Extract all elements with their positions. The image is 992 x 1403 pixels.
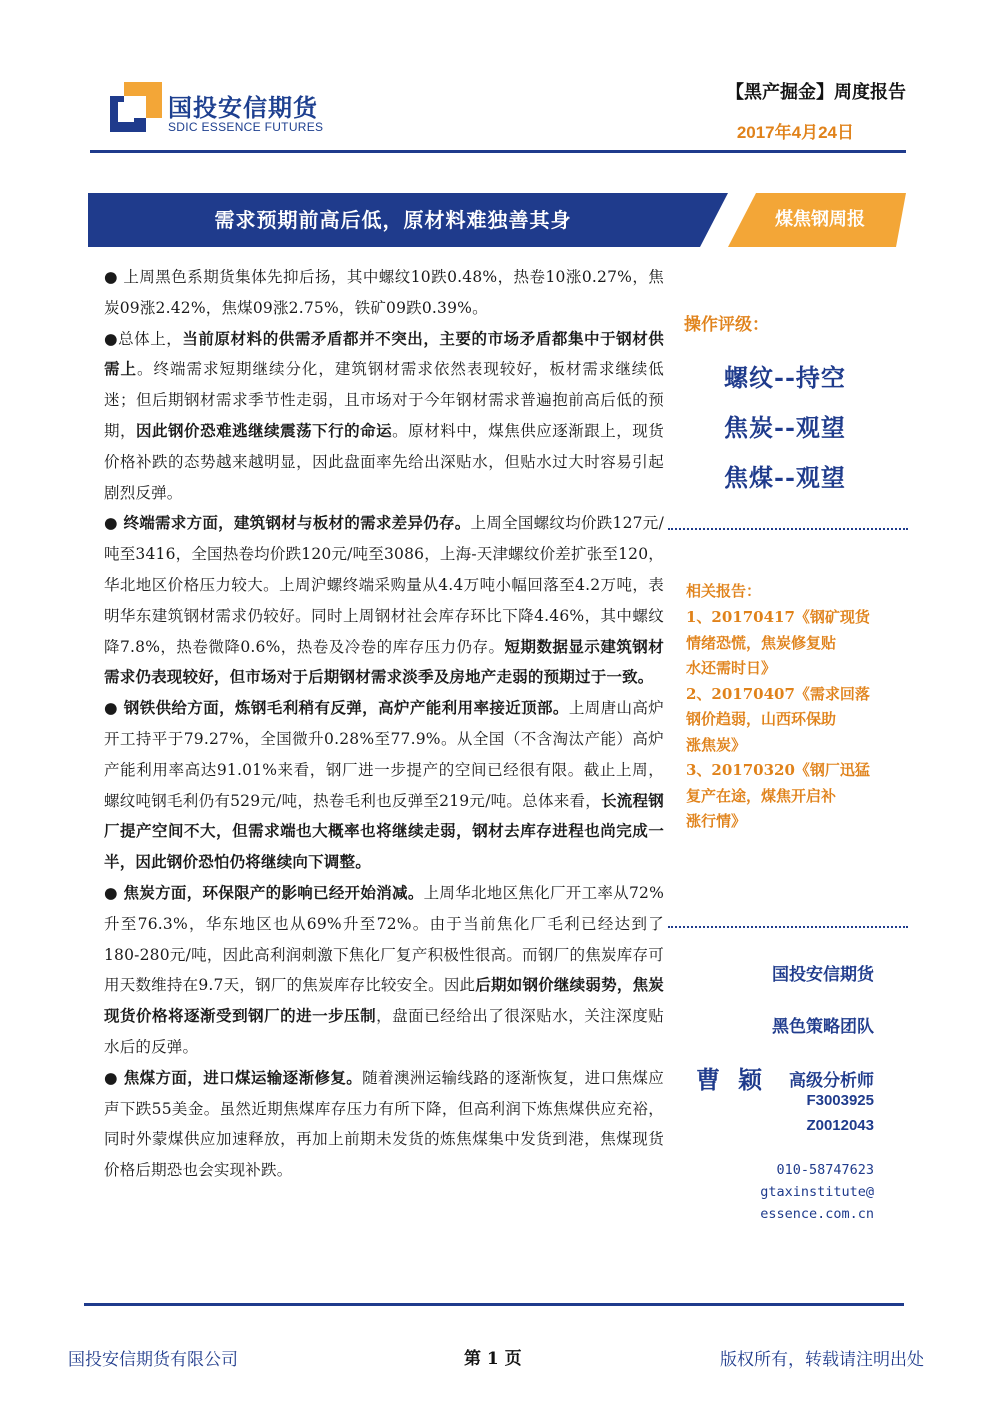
- company-name-en: SDIC ESSENCE FUTURES: [168, 120, 324, 134]
- sidebar-divider-2: [668, 926, 908, 928]
- paragraph-supply: [104, 693, 664, 878]
- related-report-2-line-2: 钢价趋弱，山西环保助: [686, 710, 837, 728]
- paragraph-coke: [104, 878, 664, 1063]
- analyst-firm: 国投安信期货: [772, 965, 874, 985]
- demand-heading: ● 终端需求方面，建筑钢材与板材的需求差异仍存。: [104, 513, 471, 533]
- footer-company: 国投安信期货有限公司: [68, 1350, 238, 1370]
- overall-lead: ●总体上，: [104, 329, 183, 348]
- analyst-email-line-2[interactable]: essence.com.cn: [760, 1206, 874, 1222]
- footer-divider: [84, 1303, 904, 1306]
- related-reports-list: [686, 605, 886, 835]
- demand-text: 上周全国螺纹均价跌127元/吨至3416，全国热卷均价跌120元/吨至3086，上海-天津螺纹价差扩张至120，华北地区价格压力较大。上周沪螺终端采购量从4.4万吨小幅回落至4.2万吨，表明华东建筑钢材需求仍较好。同时上周钢材社会库存环比下降4.46%，其中螺纹降7.8%，热卷微降0.6%，热卷及冷卷的库存压力仍存。: [104, 514, 664, 656]
- report-category-tag: 煤焦钢周报: [775, 209, 865, 230]
- overall-conclusion: 因此钢价恐难逃继续震荡下行的命运: [136, 420, 393, 440]
- report-date: 2017年4月24日: [736, 123, 854, 142]
- operation-rating-title: 操作评级：: [684, 315, 769, 335]
- paragraph-demand: [104, 508, 664, 693]
- analyst-email-line-1[interactable]: gtaxinstitute@: [760, 1184, 874, 1200]
- analyst-title: 高级分析师: [789, 1071, 874, 1091]
- related-report-3-line-3: 涨行情》: [686, 812, 747, 830]
- report-type: 【黑产掘金】周度报告: [726, 82, 906, 103]
- related-report-1-line-1: 1、20170417《钢矿现货: [686, 608, 870, 626]
- report-body: [104, 262, 664, 1186]
- supply-key-point: 炼钢毛利稍有反弹，高炉产能利用率接近顶部。: [235, 698, 569, 718]
- analyst-cert-1: F3003925: [806, 1092, 874, 1109]
- analyst-name: 曹颖: [696, 1065, 780, 1094]
- coke-conclusion: 后期如钢价继续弱势，焦炭现货价格将逐渐受到钢厂的进一步压制: [104, 975, 665, 1026]
- header-divider: [90, 150, 906, 153]
- supply-conclusion: 长流程钢厂提产空间不大，但需求端也大概率也将继续走弱，钢材去库存进程也尚完成一半，因此钢价恐怕仍将继续向下调整。: [104, 790, 664, 872]
- coking-coal-text: 随着澳洲运输线路的逐渐恢复，进口焦煤应声下跌55美金。虽然近期焦煤库存压力有所下降，但高利润下炼焦煤供应充裕，同时外蒙煤供应加速释放，再加上前期未发货的炼焦煤集中发货到港，焦煤现货价格后期恐也会实现补跌。: [104, 1068, 664, 1180]
- coke-heading: ● 焦炭方面，环保限产的影响已经开始消减。: [104, 882, 424, 902]
- overall-key-point: 当前原材料的供需矛盾都并不突出，主要的市场矛盾都集中于钢材供需上: [104, 328, 664, 379]
- report-title: 需求预期前高后低，原材料难独善其身: [214, 208, 572, 232]
- demand-conclusion: 短期数据显示建筑钢材需求仍表现较好，但市场对于后期钢材需求淡季及房地产走弱的预期过于一致。: [104, 636, 664, 687]
- analyst-cert-2: Z0012043: [806, 1117, 874, 1134]
- analyst-phone: 010-58747623: [776, 1162, 874, 1178]
- paragraph-coking-coal: [104, 1063, 664, 1186]
- related-report-3-line-2: 复产在途，煤焦开启补: [686, 786, 837, 805]
- paragraph-overall: [104, 324, 664, 509]
- related-report-3[interactable]: [686, 758, 886, 834]
- sidebar-divider: [668, 528, 908, 530]
- company-logo-icon: [110, 82, 162, 132]
- overall-text: 。终端需求短期继续分化，建筑钢材需求依然表现较好，板材需求继续低迷；但后期钢材需求季节性走弱，且市场对于今年钢材需求普遍抱前高后低的预期，: [104, 360, 665, 440]
- company-name-cn: 国投安信期货: [168, 94, 318, 122]
- page-number: 第 1 页: [464, 1349, 522, 1369]
- related-report-3-line-1: 3、20170320《钢厂迅猛: [686, 761, 870, 779]
- rating-coking-coal: 焦煤--观望: [724, 463, 846, 492]
- supply-heading: ● 钢铁供给方面，: [104, 698, 235, 718]
- rating-coke: 焦炭--观望: [724, 413, 846, 442]
- related-report-2-line-3: 涨焦炭》: [686, 735, 747, 754]
- paragraph-summary: [104, 262, 664, 324]
- footer-copyright: 版权所有，转载请注明出处: [720, 1350, 924, 1370]
- related-reports-title: 相关报告：: [686, 582, 762, 600]
- analyst-team: 黑色策略团队: [772, 1017, 874, 1037]
- coke-text-2: ，盘面已经给出了很深贴水，关注深度贴水后的反弹。: [104, 1007, 664, 1056]
- related-report-2-line-1: 2、20170407《需求回落: [686, 684, 870, 703]
- summary-text: ● 上周黑色系期货集体先抑后扬，其中螺纹10跌0.48%，热卷10涨0.27%，焦炭09涨2.42%，焦煤09涨2.75%，铁矿09跌0.39%。: [104, 268, 664, 317]
- related-report-1-line-2: 情绪恐慌，焦炭修复贴: [686, 633, 837, 652]
- rating-rebar: 螺纹--持空: [724, 363, 846, 392]
- related-report-1[interactable]: [686, 605, 886, 681]
- coking-coal-heading: ● 焦煤方面，进口煤运输逐渐修复。: [104, 1067, 363, 1087]
- related-report-1-line-3: 水还需时日》: [686, 659, 777, 677]
- coke-text: 上周华北地区焦化厂开工率从72%升至76.3%，华东地区也从69%升至72%。由于当前焦化厂毛利已经达到了180-280元/吨，因此高利润刺激下焦化厂复产积极性很高。而钢厂的焦炭库存可用天数维持在9.7天，钢厂的焦炭库存比较安全。因此: [104, 883, 665, 995]
- related-report-2[interactable]: [686, 682, 886, 758]
- overall-text-2: 。原材料中，煤焦供应逐渐跟上，现货价格补跌的态势越来越明显，因此盘面率先给出深贴水，但贴水过大时容易引起剧烈反弹。: [104, 421, 665, 502]
- supply-text: 上周唐山高炉开工持平于79.27%，全国微升0.28%至77.9%。从全国（不含淘汰产能）高炉产能利用率高达91.01%来看，钢厂进一步提产的空间已经很有限。截止上周，螺纹吨钢毛利仍有529元/吨，热卷毛利也反弹至219元/吨。总体来看，: [104, 699, 665, 810]
